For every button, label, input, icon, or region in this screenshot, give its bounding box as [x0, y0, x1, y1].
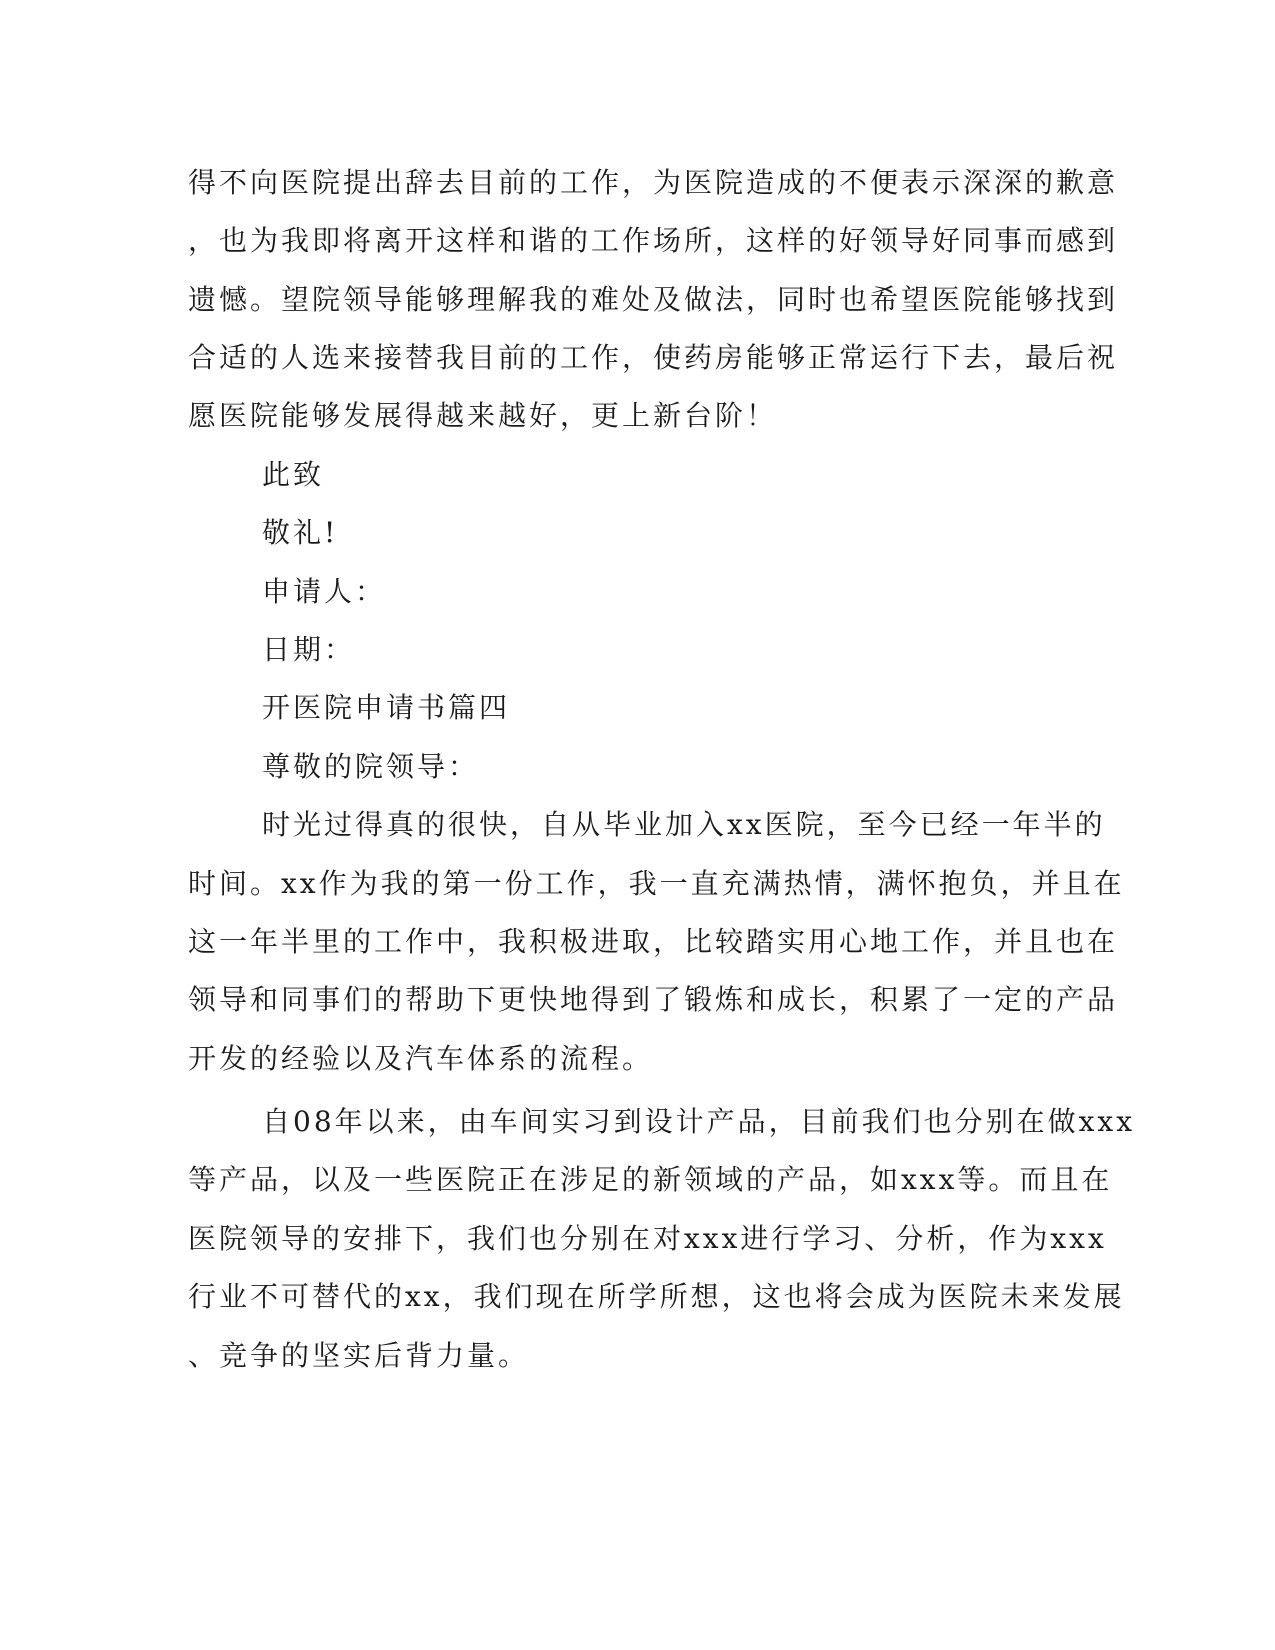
- paragraph-line: 得不向医院提出辞去目前的工作，为医院造成的不便表示深深的歉意: [188, 166, 1119, 199]
- closing-line: 此致: [262, 458, 325, 491]
- greeting-line: 尊敬的院领导：: [262, 750, 480, 783]
- paragraph-line: 合适的人选来接替我目前的工作，使药房能够正常运行下去，最后祝: [188, 341, 1119, 374]
- paragraph-line: 时间。xx作为我的第一份工作，我一直充满热情，满怀抱负，并且在: [188, 867, 1125, 900]
- paragraph-line: 等产品，以及一些医院正在涉足的新领域的产品，如xxx等。而且在: [188, 1163, 1113, 1196]
- paragraph-line: 行业不可替代的xx，我们现在所学所想，这也将会成为医院未来发展: [188, 1280, 1125, 1313]
- paragraph-line: 自08年以来，由车间实习到设计产品，目前我们也分别在做xxx: [262, 1105, 1136, 1138]
- section-heading: 开医院申请书篇四: [262, 691, 511, 724]
- paragraph-line: 遗憾。望院领导能够理解我的难处及做法，同时也希望医院能够找到: [188, 283, 1119, 316]
- date-label: 日期：: [262, 633, 356, 666]
- paragraph-line: 医院领导的安排下，我们也分别在对xxx进行学习、分析，作为xxx: [188, 1222, 1107, 1255]
- paragraph-line: 开发的经验以及汽车体系的流程。: [188, 1042, 654, 1075]
- paragraph-line: 这一年半里的工作中，我积极进取，比较踏实用心地工作，并且也在: [188, 925, 1119, 958]
- paragraph-line: 、竞争的坚实后背力量。: [188, 1339, 530, 1372]
- paragraph-line: ，也为我即将离开这样和谐的工作场所，这样的好领导好同事而感到: [188, 224, 1119, 257]
- paragraph-line: 时光过得真的很快，自从毕业加入xx医院，至今已经一年半的: [262, 808, 1106, 841]
- paragraph-line: 领导和同事们的帮助下更快地得到了锻炼和成长，积累了一定的产品: [188, 983, 1119, 1016]
- paragraph-line: 愿医院能够发展得越来越好，更上新台阶！: [188, 399, 778, 432]
- salutation-line: 敬礼!: [262, 516, 339, 549]
- applicant-label: 申请人：: [262, 575, 387, 608]
